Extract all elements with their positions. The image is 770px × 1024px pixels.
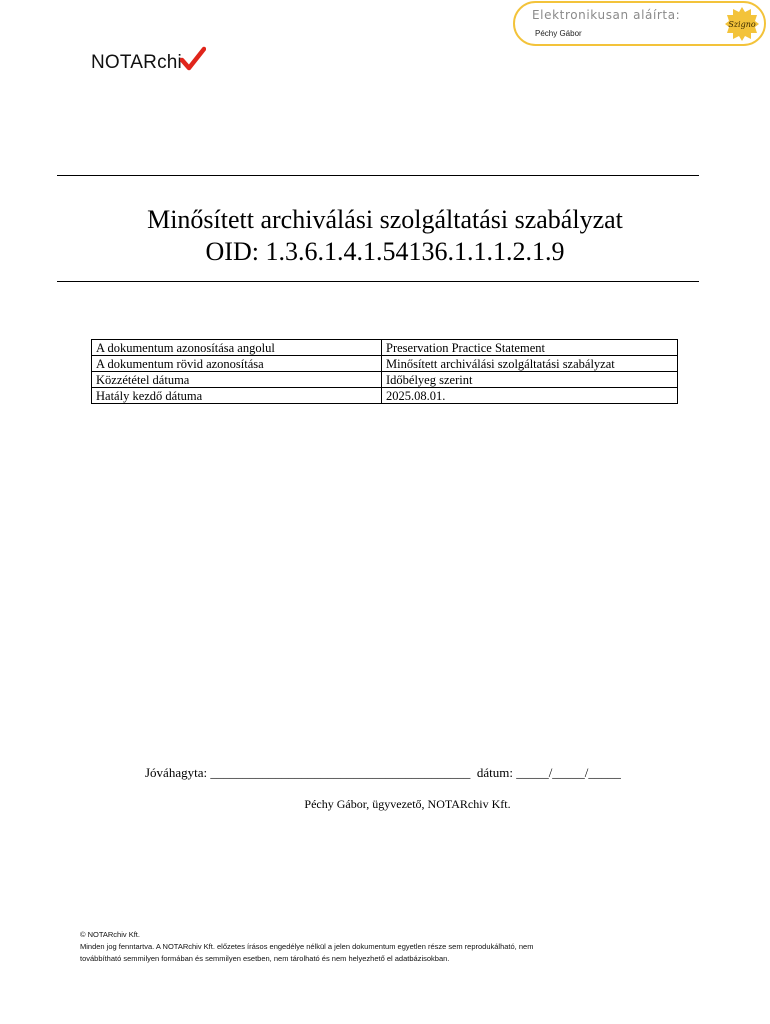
electronic-signature-badge[interactable] bbox=[513, 1, 766, 46]
row-value: Preservation Practice Statement bbox=[382, 340, 678, 356]
row-key: Közzététel dátuma bbox=[92, 372, 382, 388]
document-oid: OID: 1.3.6.1.4.1.54136.1.1.1.2.1.9 bbox=[205, 237, 565, 266]
table-row bbox=[92, 340, 678, 356]
svg-text:Szigno: Szigno bbox=[728, 20, 756, 29]
row-key: A dokumentum azonosítása angolul bbox=[92, 340, 382, 356]
approval-signer: Péchy Gábor, ügyvezető, NOTARchiv Kft. bbox=[304, 797, 511, 811]
notarchiv-logo bbox=[91, 44, 206, 74]
copyright-footer bbox=[80, 929, 700, 965]
rights-text-line1: Minden jog fenntartva. A NOTARchiv Kft. előzetes írásos engedélye nélkül a jelen dokumentum egyetlen része sem reprodukálható, nem bbox=[80, 942, 534, 951]
row-value: Időbélyeg szerint bbox=[382, 372, 678, 388]
document-title: Minősített archiválási szolgáltatási szabályzat bbox=[147, 205, 623, 234]
top-divider bbox=[57, 175, 699, 176]
table-row bbox=[92, 372, 678, 388]
table-row bbox=[92, 388, 678, 404]
approval-line: Jóváhagyta: ________________________________________ dátum: _____/_____/_____ bbox=[145, 765, 621, 780]
row-key: Hatály kezdő dátuma bbox=[92, 388, 382, 404]
signer-name: Péchy Gábor bbox=[535, 29, 582, 38]
rights-text-line2: továbbítható semmilyen formában és semmilyen esetben, nem tárolható és nem helyezhető el adatbázisokban. bbox=[80, 954, 450, 963]
copyright-notice: © NOTARchiv Kft. bbox=[80, 930, 140, 939]
bottom-divider bbox=[57, 281, 699, 282]
signature-label: Elektronikusan aláírta: bbox=[532, 8, 681, 22]
logo-text: NOTARchi bbox=[91, 52, 182, 73]
row-value: Minősített archiválási szolgáltatási szabályzat bbox=[382, 356, 678, 372]
table-row bbox=[92, 356, 678, 372]
document-info-table bbox=[91, 339, 678, 404]
signature-seal-icon bbox=[724, 6, 760, 42]
red-checkmark-icon bbox=[180, 46, 206, 72]
row-value: 2025.08.01. bbox=[382, 388, 678, 404]
row-key: A dokumentum rövid azonosítása bbox=[92, 356, 382, 372]
